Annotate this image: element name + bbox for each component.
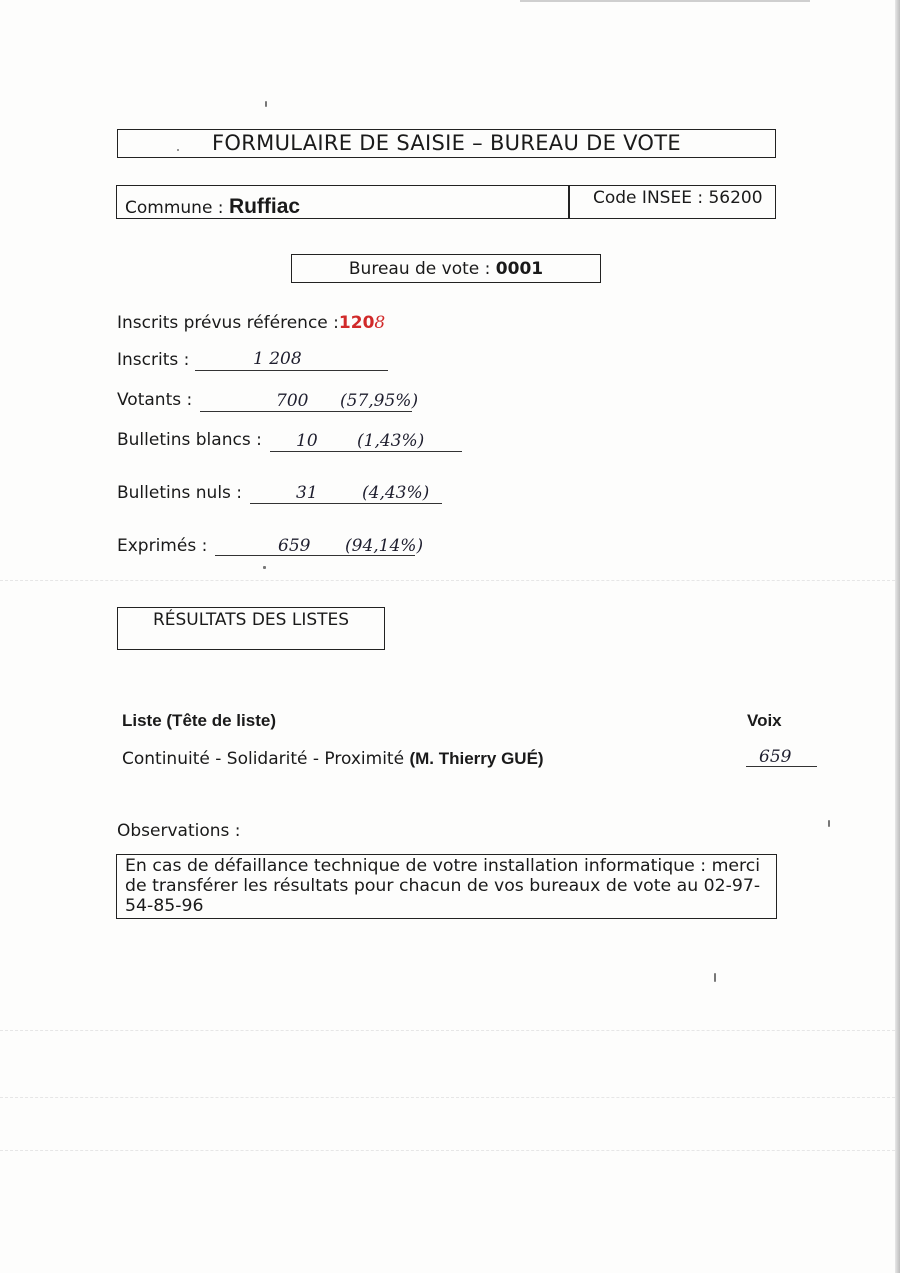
scan-edge — [895, 0, 900, 1273]
reference-row — [117, 313, 385, 333]
commune-box — [116, 185, 776, 219]
exprimes-value: 659 — [278, 536, 311, 556]
inscrits-value: 1 208 — [253, 349, 302, 369]
bureau-number: 0001 — [495, 259, 544, 279]
bureau-label: Bureau de vote : — [348, 259, 491, 279]
list-name: Continuité - Solidarité - Proximité — [122, 749, 405, 769]
commune-name: Ruffiac — [228, 195, 301, 218]
col-votes-header: Voix — [747, 711, 782, 730]
scan-speck — [714, 973, 716, 982]
scan-line — [0, 580, 895, 582]
results-title: RÉSULTATS DES LISTES — [152, 610, 350, 630]
inscrits-label: Inscrits : — [117, 350, 190, 370]
insee-code: 56200 — [708, 188, 763, 208]
exprimes-label: Exprimés : — [117, 536, 208, 556]
exprimes-percent: (94,14%) — [345, 536, 424, 556]
scan-line — [0, 1097, 895, 1099]
scan-line — [0, 1150, 895, 1152]
nuls-percent: (4,43%) — [362, 483, 430, 503]
commune-label: Commune : — [125, 198, 224, 218]
nuls-label: Bulletins nuls : — [117, 483, 243, 503]
bureau-box — [291, 254, 601, 283]
nuls-value: 31 — [296, 483, 318, 503]
list-head: (M. Thierry GUÉ) — [409, 749, 544, 768]
blancs-value: 10 — [296, 431, 318, 451]
list-votes: 659 — [759, 747, 792, 767]
reference-label: Inscrits prévus référence : — [117, 313, 339, 333]
bureau-field — [292, 259, 600, 279]
insee-label: Code INSEE : — [593, 188, 704, 208]
commune-divider — [568, 186, 570, 218]
inscrits-underline — [195, 370, 388, 371]
votants-label: Votants : — [117, 390, 193, 410]
observations-text: En cas de défaillance technique de votre installation informatique : merci de transférer les résultats pour chacun de vos bureaux de vote au 02-97-54-85-96 — [125, 856, 761, 916]
commune-field — [125, 195, 300, 219]
reference-value: 120 — [338, 313, 375, 333]
scan-top-mark — [520, 0, 810, 2]
form-title: FORMULAIRE DE SAISIE – BUREAU DE VOTE — [212, 131, 681, 155]
blancs-label: Bulletins blancs : — [117, 430, 262, 450]
scan-line — [0, 1030, 895, 1032]
votants-percent: (57,95%) — [340, 391, 419, 411]
observations-label: Observations : — [117, 821, 241, 841]
results-title-box — [117, 607, 385, 650]
col-list-header: Liste (Tête de liste) — [122, 711, 276, 730]
scan-speck — [265, 101, 267, 107]
scan-speck — [263, 566, 266, 569]
form-title-box — [117, 129, 776, 158]
reference-value-handwritten: 8 — [374, 313, 386, 333]
blancs-percent: (1,43%) — [357, 431, 425, 451]
nuls-underline — [250, 503, 442, 504]
observations-box — [116, 854, 777, 919]
votants-underline — [200, 411, 412, 412]
blancs-underline — [270, 451, 462, 452]
list-row — [122, 749, 544, 769]
insee-field — [593, 188, 763, 208]
scan-speck — [828, 820, 830, 827]
votants-value: 700 — [276, 391, 309, 411]
